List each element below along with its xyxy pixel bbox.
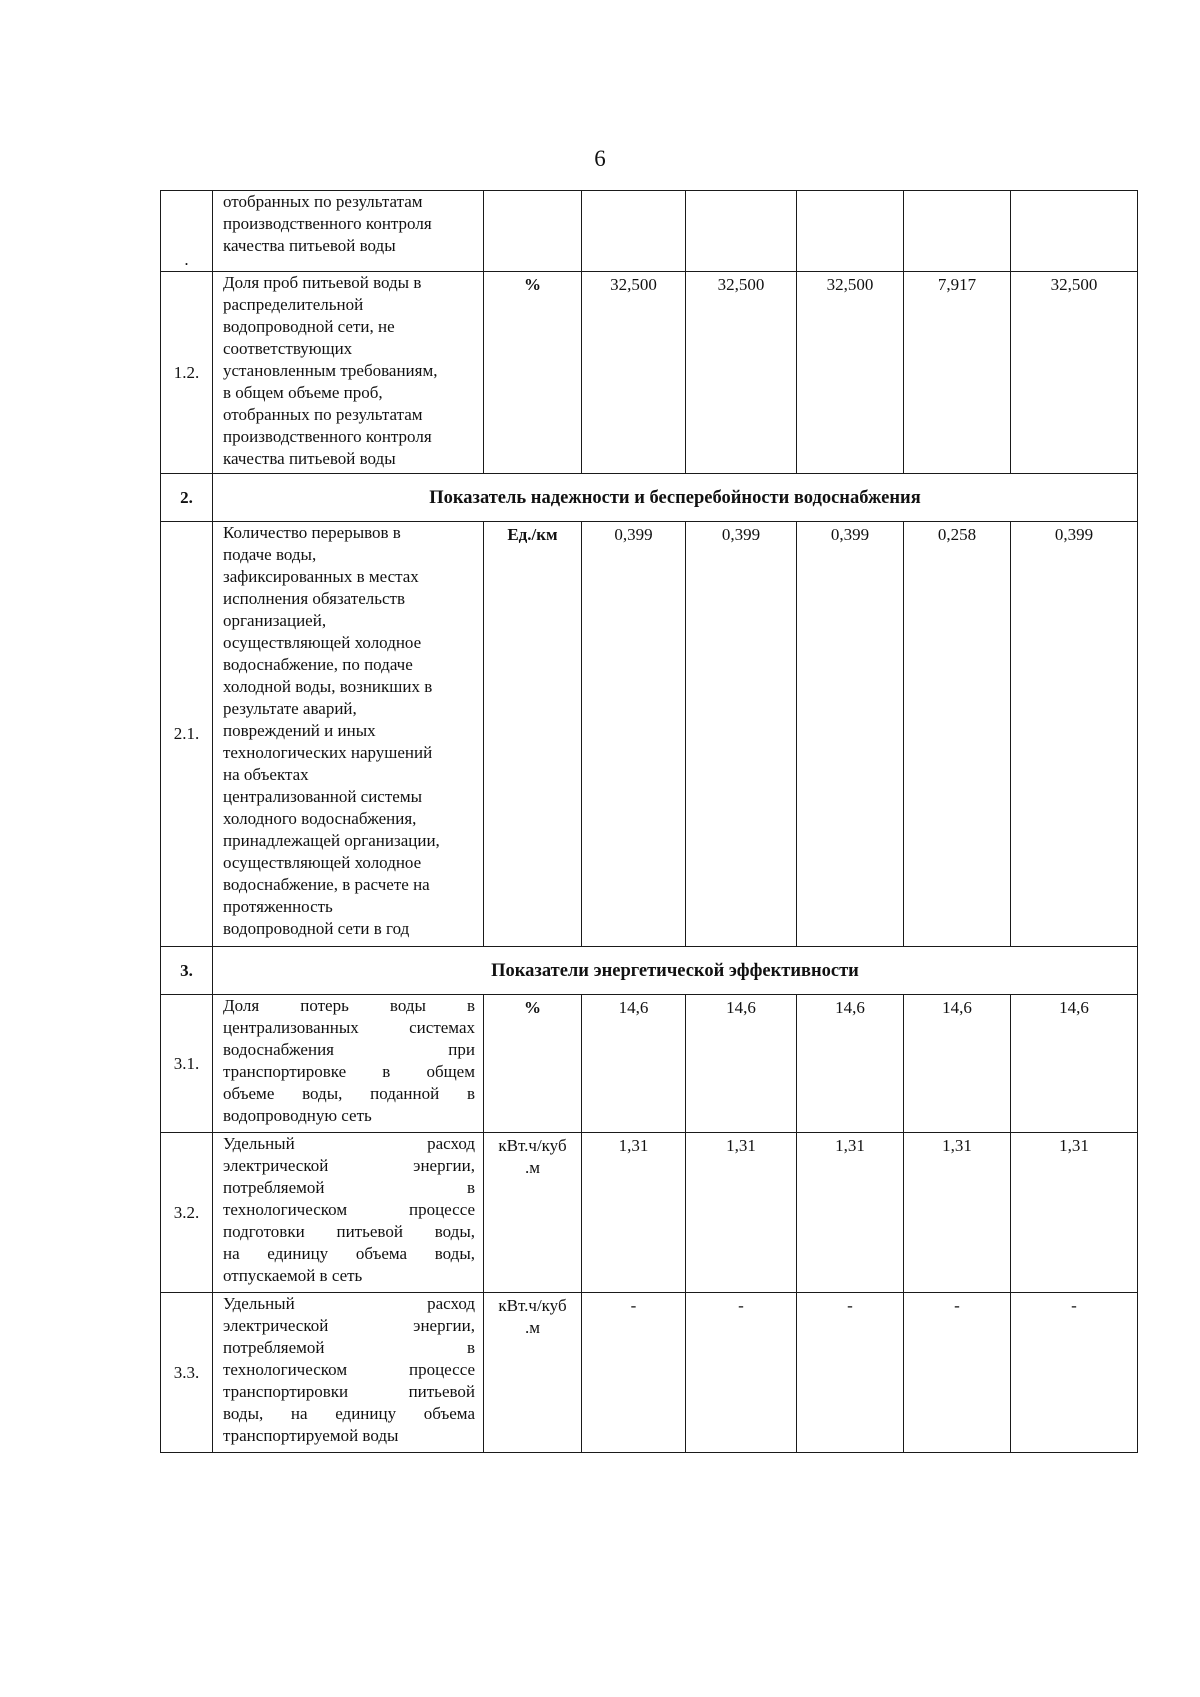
description-line: исполнения обязательств <box>223 589 405 608</box>
description-line: отобранных по результатам <box>223 405 423 424</box>
description-line: протяженность <box>223 897 333 916</box>
indicator-description <box>213 1293 484 1453</box>
value-cell: - <box>904 1293 1011 1453</box>
value-cell: - <box>797 1293 904 1453</box>
value-cell: 1,31 <box>686 1133 797 1293</box>
value-cell: 0,399 <box>1011 522 1138 947</box>
description-line: потребляемой в <box>223 1338 475 1357</box>
description-line: осуществляющей холодное <box>223 633 422 652</box>
section-row <box>161 474 1138 522</box>
description-line: транспортировки питьевой <box>223 1382 475 1401</box>
value-cell: 14,6 <box>1011 995 1138 1133</box>
description-line: осуществляющей холодное <box>223 853 422 872</box>
description-line: отобранных по результатам <box>223 192 423 211</box>
description-line: Количество перерывов в <box>223 523 401 542</box>
description-line: отпускаемой в сеть <box>223 1266 363 1285</box>
value-cell: 32,500 <box>686 272 797 474</box>
table-row <box>161 995 1138 1133</box>
unit-cell <box>484 191 582 272</box>
description-line: Доля потерь воды в <box>223 996 475 1015</box>
description-line: распределительной <box>223 295 364 314</box>
unit-cell: % <box>484 995 582 1133</box>
description-line: повреждений и иных <box>223 721 376 740</box>
description-line: транспортируемой воды <box>223 1426 399 1445</box>
unit-line: .м <box>524 1318 540 1337</box>
description-line: централизованной системы <box>223 787 423 806</box>
value-cell: 0,258 <box>904 522 1011 947</box>
indicators-table <box>160 190 1138 1453</box>
description-line: на объектах <box>223 765 309 784</box>
value-cell: 0,399 <box>797 522 904 947</box>
indicator-description <box>213 522 484 947</box>
value-cell: 14,6 <box>686 995 797 1133</box>
description-line: организацией, <box>223 611 327 630</box>
value-cell: 32,500 <box>582 272 686 474</box>
description-line: транспортировке в общем <box>223 1062 475 1081</box>
indicator-description <box>213 191 484 272</box>
table-row <box>161 191 1138 272</box>
description-line: технологическом процессе <box>223 1360 475 1379</box>
row-number <box>161 191 213 272</box>
description-line: на единицу объема воды, <box>223 1244 475 1263</box>
indicator-description <box>213 272 484 474</box>
table-row <box>161 272 1138 474</box>
description-line: электрической энергии, <box>223 1316 475 1335</box>
value-cell: - <box>686 1293 797 1453</box>
description-line: холодной воды, возникших в <box>223 677 433 696</box>
section-number: 2. <box>161 474 213 522</box>
description-line: установленным требованиям, <box>223 361 438 380</box>
table-row <box>161 1133 1138 1293</box>
unit-cell: % <box>484 272 582 474</box>
description-line: Удельный расход <box>223 1134 475 1153</box>
row-number: 2.1. <box>161 522 213 947</box>
description-line: Удельный расход <box>223 1294 475 1313</box>
description-line: водоснабжение, в расчете на <box>223 875 430 894</box>
value-cell: 1,31 <box>1011 1133 1138 1293</box>
section-row <box>161 947 1138 995</box>
value-cell: 0,399 <box>582 522 686 947</box>
description-line: водоснабжение, по подаче <box>223 655 413 674</box>
value-cell <box>797 191 904 272</box>
value-cell <box>1011 191 1138 272</box>
value-cell: 32,500 <box>1011 272 1138 474</box>
table-row <box>161 1293 1138 1453</box>
description-line: Доля проб питьевой воды в <box>223 273 422 292</box>
description-line: водопроводной сети в год <box>223 919 410 938</box>
unit-cell: Ед./км <box>484 522 582 947</box>
description-line: соответствующих <box>223 339 353 358</box>
unit-line: кВт.ч/куб <box>498 1136 567 1155</box>
unit-line: кВт.ч/куб <box>498 1296 567 1315</box>
row-number-text: . <box>184 250 189 269</box>
value-cell <box>686 191 797 272</box>
row-number: 1.2. <box>161 272 213 474</box>
page-number: 6 <box>594 146 606 171</box>
value-cell: 1,31 <box>582 1133 686 1293</box>
row-number: 3.1. <box>161 995 213 1133</box>
table-row <box>161 522 1138 947</box>
value-cell: 0,399 <box>686 522 797 947</box>
description-line: технологическом процессе <box>223 1200 475 1219</box>
unit-cell <box>484 1133 582 1293</box>
unit-line: .м <box>524 1158 540 1177</box>
value-cell: 1,31 <box>904 1133 1011 1293</box>
section-number: 3. <box>161 947 213 995</box>
value-cell: 14,6 <box>582 995 686 1133</box>
value-cell: 7,917 <box>904 272 1011 474</box>
value-cell: 32,500 <box>797 272 904 474</box>
description-line: централизованных системах <box>223 1018 475 1037</box>
row-number: 3.2. <box>161 1133 213 1293</box>
description-line: качества питьевой воды <box>223 236 396 255</box>
value-cell: 14,6 <box>797 995 904 1133</box>
value-cell <box>904 191 1011 272</box>
section-title: Показатели энергетической эффективности <box>213 947 1138 995</box>
description-line: в общем объеме проб, <box>223 383 383 402</box>
description-line: технологических нарушений <box>223 743 433 762</box>
value-cell <box>582 191 686 272</box>
unit-cell <box>484 1293 582 1453</box>
indicator-description <box>213 995 484 1133</box>
description-line: объеме воды, поданной в <box>223 1084 475 1103</box>
description-line: водопроводной сети, не <box>223 317 395 336</box>
indicator-description <box>213 1133 484 1293</box>
description-line: производственного контроля <box>223 427 432 446</box>
description-line: подготовки питьевой воды, <box>223 1222 475 1241</box>
description-line: водопроводную сеть <box>223 1106 372 1125</box>
value-cell: 1,31 <box>797 1133 904 1293</box>
value-cell: - <box>1011 1293 1138 1453</box>
description-line: потребляемой в <box>223 1178 475 1197</box>
description-line: подаче воды, <box>223 545 317 564</box>
value-cell: - <box>582 1293 686 1453</box>
value-cell: 14,6 <box>904 995 1011 1133</box>
description-line: результате аварий, <box>223 699 357 718</box>
description-line: холодного водоснабжения, <box>223 809 417 828</box>
description-line: воды, на единицу объема <box>223 1404 475 1423</box>
description-line: электрической энергии, <box>223 1156 475 1175</box>
description-line: производственного контроля <box>223 214 432 233</box>
description-line: принадлежащей организации, <box>223 831 440 850</box>
description-line: качества питьевой воды <box>223 449 396 468</box>
description-line: водоснабжения при <box>223 1040 475 1059</box>
description-line: зафиксированных в местах <box>223 567 419 586</box>
section-title: Показатель надежности и бесперебойности водоснабжения <box>213 474 1138 522</box>
row-number: 3.3. <box>161 1293 213 1453</box>
